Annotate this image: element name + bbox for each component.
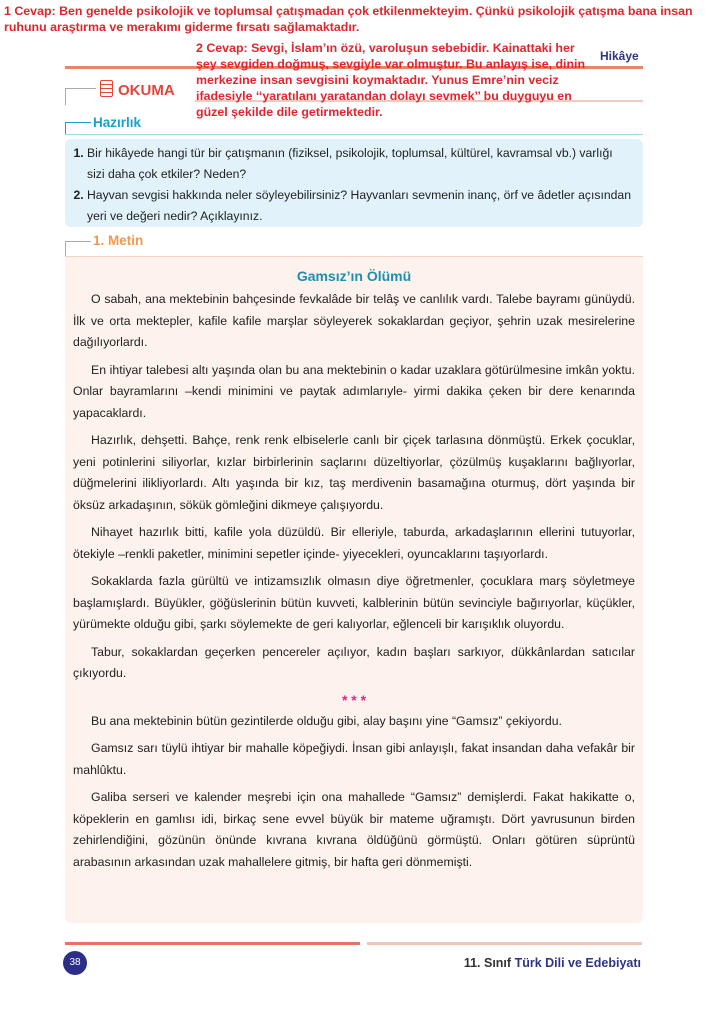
metin-bracket: [65, 241, 91, 256]
question-1: 1. Bir hikâyede hangi tür bir çatışmanın (fiziksel, psikolojik, toplumsal, kültürel, kavramsal vb.) varlığı sizi daha çok etkiler? Neden?: [87, 143, 633, 185]
okuma-heading: [100, 80, 175, 99]
answer-1: 1 Cevap: Ben genelde psikolojik ve toplumsal çatışmadan çok etkilenmekteyim. Çünkü psikolojik çatışma bana insan ruhunu araştırma ve merakımı giderme fırsatı sağlamaktadır.: [4, 4, 693, 34]
section-label: Hikâye: [600, 49, 639, 63]
story-title: Gamsız’ın Ölümü: [296, 268, 412, 284]
book-name: Türk Dili ve Edebiyatı: [514, 956, 641, 970]
paragraph: Gamsız sarı tüylü ihtiyar bir mahalle köpeğiydi. İnsan gibi anlayışlı, fakat insandan daha vefakâr bir mahlûktu.: [73, 741, 635, 777]
grade-label: 11. Sınıf: [463, 956, 512, 970]
paragraph: Tabur, sokaklardan geçerken pencereler açılıyor, kadın başları sarkıyor, dükkânlardan satıcılar çıkıyordu.: [73, 644, 635, 680]
metin-label: 1. Metin: [93, 233, 144, 248]
reading-text-box: [65, 256, 643, 923]
paragraph: Galiba serseri ve kalender meşrebi için ona mahallede “Gamsız” demişlerdi. Fakat hakikatte o, köpeklerin en gamlısı idi, birkaç sene evvel büyük bir mateme uğramıştı. Dört yavrusunun birden zehirlendiğini, gözünün önünde kıvrana kıvrana öldüğünü görmüştü. Onları götüren süprüntü arabasının arkasından uzak mahallelere gitmiş, bir hafta geri dönmemişti.: [73, 790, 635, 869]
okuma-bracket: [65, 88, 96, 105]
hazirlik-divider: [65, 134, 643, 135]
paragraph: Hazırlık, dehşetti. Bahçe, renk renk elbiselerle canlı bir çiçek tarlasına dönmüştü. Erkek çocuklar, yeni potinlerini siliyorlar, kızlar birbirlerinin saçlarını düzeltiyorlar, çözülmüş kuşaklarını bağlıyorlar, düğmelerini ilikliyorlardı. Altı yaşında bir kız, taş merdivenin basamağına oturmuş, dört yaşında bir öksüz arkadaşının, sökük gömleğini dikmeye çalışıyordu.: [73, 433, 635, 512]
paragraph: Bu ana mektebinin bütün gezintilerde olduğu gibi, alay başını yine “Gamsız” çekiyordu.: [91, 713, 562, 728]
hazirlik-heading: Hazırlık: [93, 115, 142, 130]
answer-2: 2 Cevap: Sevgi, İslam’ın özü, varoluşun sebebidir. Kainattaki her şey sevgiden doğmuş, sevgiyle var olmuştur. Bu anlayış ise, dinin merkezine insan sevgisini koymaktadır. Yunus Emre’nin veciz ifadesiyle ‘‘yaratılanı yaratandan dolayı sevmek’’ bu duyguyu en güzel şekilde dile getirmektedir.: [196, 41, 586, 119]
page-number: 38: [63, 951, 87, 975]
paragraph: Nihayet hazırlık bitti, kafile yola düzüldü. Bir elleriyle, taburda, arkadaşlarının ellerini tutuyorlar, ötekiyle –renkli paketler, minimini sepetler içinde- yiyecekleri, oyuncaklarını taşıyorlardı.: [73, 525, 635, 561]
question-2: 2. Hayvan sevgisi hakkında neler söyleyebilirsiniz? Hayvanları sevmenin inanç, örf ve âdetler açısından yeri ve değeri nedir? Açıklayınız.: [87, 185, 633, 227]
book-title: [464, 956, 641, 970]
section-separator: * * *: [341, 691, 367, 708]
footer-divider-right: [367, 942, 642, 945]
paragraph: Sokaklarda fazla gürültü ve intizamsızlık olmasın diye öğretmenler, çocuklara marş söyletmeye başlamışlardı. Büyükler, göğüslerinin bütün kuvveti, kalblerinin bütün sevinciyle bağırıyorlar, küçükler, yürümekte olduğu gibi, şarkı söylemekte de geri kalıyorlar, eğlenceli bir karışıklık oluyordu.: [73, 574, 635, 631]
questions-box: [65, 139, 643, 227]
footer-divider-left: [65, 942, 360, 945]
paragraph: O sabah, ana mektebinin bahçesinde fevkalâde bir telâş ve canlılık vardı. Talebe bayramı günüydü. İlk ve orta mektepler, kafile kafile marşlar söyleyerek sokaklardan geçiyor, şehrin uzak mesirelerine dağılıyorlardı.: [73, 292, 635, 349]
document-icon: [100, 80, 113, 97]
okuma-label: OKUMA: [118, 82, 175, 99]
paragraph: En ihtiyar talebesi altı yaşında olan bu ana mektebinin o kadar uzaklara götürülmesine imkân yoktu. Onlar bayramlarını –kendi minimini ve paytak adımlarıyle- yirmi dakika çeken bir dere kenarında yapacaklardı.: [73, 362, 635, 420]
